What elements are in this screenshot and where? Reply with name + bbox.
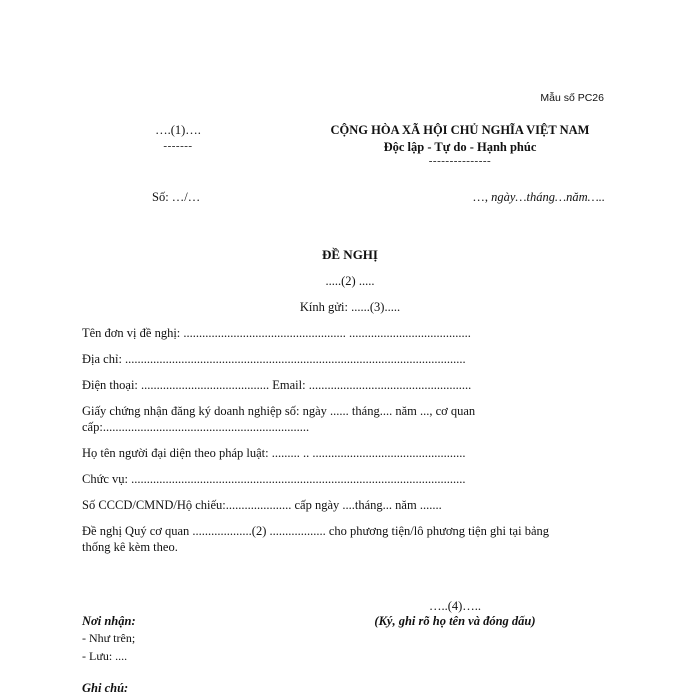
recipient-line: Kính gửi: ......(3)..... (299, 300, 401, 314)
request-text: Đề nghị Quý cơ quan ...................(2) .................. cho phương tiện/lô phương tiện ghi tại bảng (82, 524, 549, 538)
recipient-item: - Lưu: .... (82, 649, 128, 663)
date: ngày…tháng…năm….. (491, 190, 605, 204)
motto-underline: --------------- (428, 155, 492, 167)
document-subject: .....(2) ..... (325, 274, 375, 288)
agency-underline: ------- (163, 140, 193, 152)
document-number: Số: …/… (152, 190, 201, 204)
business-cert-field: Giấy chứng nhận đăng ký doanh nghiệp số: ngày ...... tháng.... năm ..., cơ quan (82, 404, 476, 418)
notes-title: Ghi chú: (82, 681, 129, 695)
recipient-item: - Như trên; (82, 631, 136, 645)
document-title: ĐỀ NGHỊ (322, 247, 378, 262)
id-number-field: Số CCCD/CMND/Hộ chiếu:..................... cấp ngày ....tháng... năm ....... (82, 498, 442, 512)
address-field: Địa chỉ: ............................................................................................................. (82, 352, 466, 366)
agency-name: ….(1)…. (155, 123, 201, 137)
form-code: Mẫu số PC26 (540, 92, 604, 104)
country-name: CỘNG HÒA XÃ HỘI CHỦ NGHĨA VIỆT NAM (330, 123, 590, 137)
national-motto: Độc lập - Tự do - Hạnh phúc (383, 140, 537, 154)
position-field: Chức vụ: ........................................................................................................... (82, 472, 466, 486)
phone-email-field: Điện thoại: ......................................... Email: .................................................... (82, 378, 472, 392)
recipients-title: Nơi nhận: (82, 614, 136, 628)
place: …, (472, 190, 492, 204)
signer-placeholder: …..(4)….. (428, 599, 482, 613)
business-cert-issuer-field: cấp:.................................................................. (82, 420, 310, 434)
place-date (472, 191, 605, 204)
request-text-continued: thống kê kèm theo. (82, 540, 178, 554)
unit-name-field: Tên đơn vị đề nghị: .................................................... ....................................... (82, 326, 471, 340)
signature-note: (Ký, ghi rõ họ tên và đóng dấu) (374, 614, 536, 628)
legal-rep-field: Họ tên người đại diện theo pháp luật: ......... .. ................................................. (82, 446, 466, 460)
